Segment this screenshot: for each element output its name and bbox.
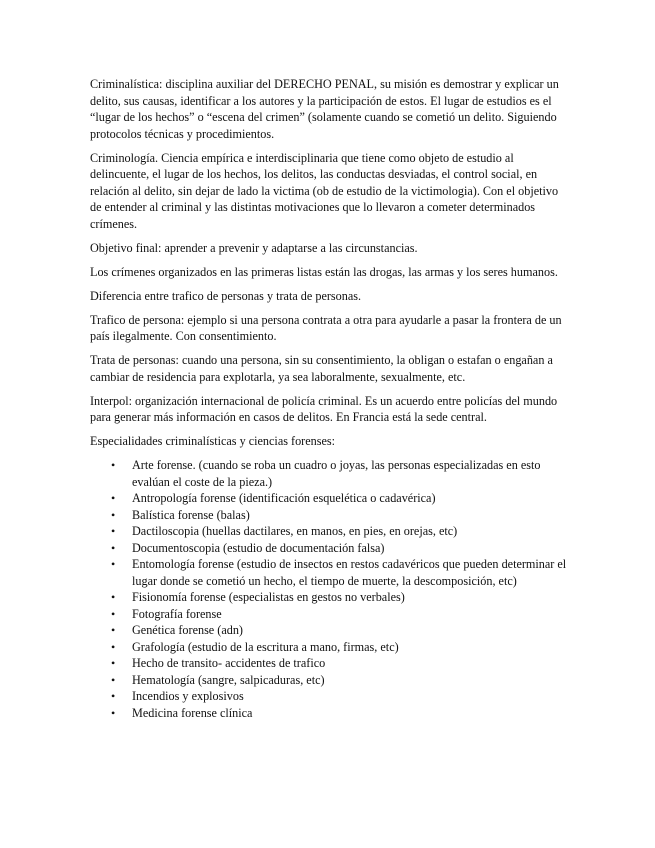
bullet-icon: • <box>111 639 116 654</box>
list-item-text: Medicina forense clínica <box>132 705 253 720</box>
bullet-icon: • <box>111 705 116 720</box>
list-item <box>111 490 572 507</box>
list-item-text: Hematología (sangre, salpicaduras, etc) <box>132 672 325 687</box>
bullet-icon: • <box>111 672 116 687</box>
list-item-text: Dactiloscopia (huellas dactilares, en manos, en pies, en orejas, etc) <box>132 524 458 538</box>
bullet-icon: • <box>111 524 116 538</box>
list-item <box>111 672 572 689</box>
specialties-list <box>90 457 572 721</box>
bullet-icon: • <box>111 623 116 637</box>
bullet-icon: • <box>111 491 116 505</box>
bullet-icon: • <box>111 689 116 703</box>
paragraph-crimenes-organizados: Los crímenes organizados en las primeras listas están las drogas, las armas y los seres humanos. <box>90 264 558 279</box>
list-item <box>111 606 572 623</box>
list-item <box>111 457 572 490</box>
list-item-text: Balística forense (balas) <box>132 507 250 522</box>
paragraph-trafico: Trafico de persona: ejemplo si una persona contrata a otra para ayudarle a pasar la frontera de un país ilegalmente. Con consentimiento. <box>90 312 562 343</box>
list-item-text: Arte forense. (cuando se roba un cuadro o joyas, las personas especializadas en esto evalúan el coste de la pieza.) <box>132 458 541 489</box>
paragraph-diferencia: Diferencia entre trafico de personas y trata de personas. <box>90 288 362 303</box>
bullet-icon: • <box>111 507 116 522</box>
list-item <box>111 523 572 540</box>
list-item <box>111 507 572 524</box>
paragraph-objetivo-final: Objetivo final: aprender a prevenir y adaptarse a las circunstancias. <box>90 240 418 255</box>
paragraph-trata: Trata de personas: cuando una persona, sin su consentimiento, la obligan o estafan o engañan a cambiar de residencia para explotarla, ya sea laboralmente, sexualmente, etc. <box>90 353 553 384</box>
bullet-icon: • <box>111 606 116 621</box>
bullet-icon: • <box>111 656 116 670</box>
bullet-icon: • <box>111 540 116 555</box>
bullet-icon: • <box>111 590 116 604</box>
bullet-icon: • <box>111 557 116 571</box>
list-item-text: Fisionomía forense (especialistas en gestos no verbales) <box>132 590 405 604</box>
list-item <box>111 556 572 589</box>
list-item <box>111 705 572 722</box>
paragraph-criminalistica: Criminalística: disciplina auxiliar del DERECHO PENAL, su misión es demostrar y explicar un delito, sus causas, identificar a los autores y la participación de estos. El lugar de estudios es el “lugar de los hechos” o “escena del crimen” (solamente cuando se cometió un delito. Siguiendo protocolos técnicas y procedimientos. <box>90 77 559 141</box>
list-item <box>111 540 572 557</box>
bullet-icon: • <box>111 458 116 472</box>
list-item-text: Entomología forense (estudio de insectos en restos cadavéricos que pueden determinar el lugar donde se cometió un hecho, el tiempo de muerte, la descomposición, etc) <box>132 557 567 588</box>
list-item-text: Genética forense (adn) <box>132 623 243 637</box>
list-item-text: Grafología (estudio de la escritura a mano, firmas, etc) <box>132 639 399 654</box>
paragraph-interpol: Interpol: organización internacional de policía criminal. Es un acuerdo entre policías del mundo para generar más información en casos de delitos. En Francia está la sede central. <box>90 393 558 424</box>
list-item-text: Incendios y explosivos <box>132 689 244 703</box>
list-item <box>111 589 572 606</box>
list-item <box>111 688 572 705</box>
paragraph-especialidades: Especialidades criminalísticas y ciencias forenses: <box>90 434 336 448</box>
list-item-text: Hecho de transito- accidentes de trafico <box>132 656 326 670</box>
paragraph-criminologia: Criminología. Ciencia empírica e interdisciplinaria que tiene como objeto de estudio al delincuente, el lugar de los hechos, los delitos, las conductas desviadas, el control social, en relación al delito, sin dejar de lado la victima (ob de estudio de la victimologia). Con el objetivo de entender al criminal y las distintas motivaciones que lo llevaron a cometer determinados crímenes. <box>90 150 559 231</box>
list-item-text: Antropología forense (identificación esquelética o cadavérica) <box>132 491 436 505</box>
document-page <box>90 76 572 721</box>
list-item <box>111 622 572 639</box>
list-item <box>111 655 572 672</box>
list-item-text: Fotografía forense <box>132 606 222 621</box>
list-item <box>111 639 572 656</box>
list-item-text: Documentoscopia (estudio de documentación falsa) <box>132 540 385 555</box>
